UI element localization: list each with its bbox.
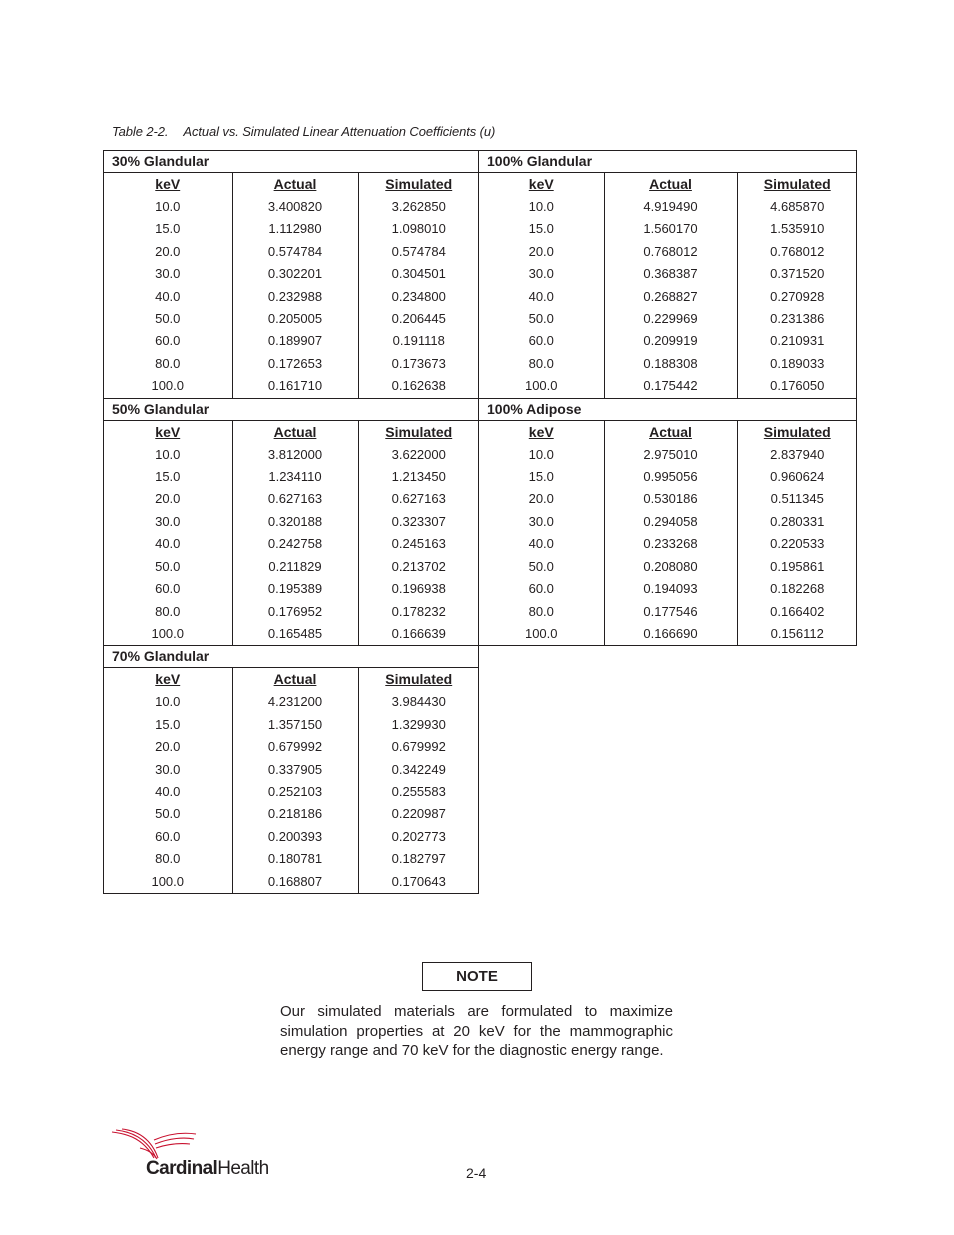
kev-cell: 50.0 [479, 556, 604, 578]
kev-cell: 60.0 [104, 578, 232, 600]
kev-cell: 40.0 [479, 286, 604, 308]
table-row [104, 511, 479, 533]
attenuation-table [103, 150, 857, 894]
table-title: Actual vs. Simulated Linear Attenuation Coefficients (u) [183, 124, 496, 139]
block-title: 50% Glandular [104, 399, 478, 421]
kev-cell: 20.0 [104, 241, 232, 263]
actual-cell: 0.177546 [604, 601, 737, 623]
col-header-simulated: Simulated [385, 423, 453, 440]
actual-cell: 0.627163 [232, 488, 358, 510]
actual-cell: 3.812000 [232, 444, 358, 466]
table-row [104, 826, 479, 848]
actual-cell: 0.252103 [232, 781, 358, 803]
table-row [104, 444, 479, 466]
kev-cell: 80.0 [479, 601, 604, 623]
kev-cell: 10.0 [104, 691, 232, 713]
simulated-cell: 0.679992 [391, 739, 446, 755]
kev-cell: 30.0 [104, 511, 232, 533]
block-table [479, 421, 857, 646]
simulated-cell: 0.196938 [391, 581, 446, 597]
kev-cell: 20.0 [479, 241, 604, 263]
kev-cell: 40.0 [479, 533, 604, 555]
table-row [104, 556, 479, 578]
actual-cell: 2.975010 [604, 444, 737, 466]
col-header-actual: Actual [232, 668, 358, 691]
table-row [479, 466, 857, 488]
block-70-glandular [104, 646, 479, 894]
table-row [104, 533, 479, 555]
kev-cell: 80.0 [104, 601, 232, 623]
block-title: 30% Glandular [104, 151, 478, 173]
actual-cell: 4.919490 [604, 196, 737, 218]
simulated-cell: 3.984430 [391, 694, 446, 710]
kev-cell: 20.0 [104, 488, 232, 510]
kev-cell: 40.0 [104, 533, 232, 555]
col-header-kev: keV [104, 421, 232, 444]
actual-cell: 0.242758 [232, 533, 358, 555]
kev-cell: 100.0 [479, 375, 604, 397]
kev-cell: 60.0 [104, 826, 232, 848]
table-row [479, 241, 857, 263]
note-text: Our simulated materials are formulated to maximize simulation properties at 20 keV for the mammographic energy range and 70 keV for the diagnostic energy range. [280, 1003, 673, 1059]
kev-cell: 30.0 [479, 511, 604, 533]
table-row [104, 736, 479, 758]
table-row [479, 353, 857, 375]
table-row [104, 488, 479, 510]
simulated-cell: 0.245163 [391, 536, 446, 552]
note-label: NOTE [422, 962, 532, 991]
simulated-cell: 0.173673 [391, 355, 446, 371]
kev-cell: 20.0 [104, 736, 232, 758]
simulated-cell: 0.206445 [391, 311, 446, 327]
table-row [104, 308, 479, 330]
table-row [479, 511, 857, 533]
table-number: Table 2-2. [112, 124, 169, 139]
kev-cell: 40.0 [104, 286, 232, 308]
simulated-cell: 0.189033 [770, 355, 825, 371]
table-row [479, 444, 857, 466]
actual-cell: 0.176952 [232, 601, 358, 623]
kev-cell: 20.0 [479, 488, 604, 510]
actual-cell: 0.679992 [232, 736, 358, 758]
block-table [104, 421, 479, 646]
table-row [104, 375, 479, 397]
actual-cell: 0.574784 [232, 241, 358, 263]
actual-cell: 0.294058 [604, 511, 737, 533]
simulated-cell: 0.220987 [391, 806, 446, 822]
actual-cell: 1.112980 [232, 218, 358, 240]
kev-cell: 50.0 [104, 803, 232, 825]
actual-cell: 1.357150 [232, 714, 358, 736]
table-row [104, 781, 479, 803]
simulated-cell: 0.342249 [391, 761, 446, 777]
simulated-cell: 3.262850 [391, 199, 446, 214]
kev-cell: 60.0 [104, 330, 232, 352]
table-row [104, 848, 479, 870]
simulated-cell: 3.622000 [391, 446, 446, 462]
block-30-glandular [104, 151, 479, 399]
actual-cell: 0.268827 [604, 286, 737, 308]
simulated-cell: 0.166402 [770, 603, 825, 619]
table-row [104, 330, 479, 352]
simulated-cell: 4.685870 [770, 199, 825, 214]
table-row [104, 196, 479, 218]
col-header-actual: Actual [604, 421, 737, 444]
table-row [479, 375, 857, 397]
actual-cell: 0.229969 [604, 308, 737, 330]
simulated-cell: 1.213450 [391, 469, 446, 485]
simulated-cell: 0.213702 [391, 558, 446, 574]
actual-cell: 0.161710 [232, 375, 358, 397]
logo-wordmark [146, 1158, 269, 1180]
simulated-cell: 0.280331 [770, 513, 825, 529]
simulated-cell: 0.220533 [770, 536, 825, 552]
kev-cell: 15.0 [104, 218, 232, 240]
col-header-simulated: Simulated [763, 176, 831, 192]
simulated-cell: 0.511345 [770, 491, 824, 507]
actual-cell: 0.232988 [232, 286, 358, 308]
kev-cell: 10.0 [479, 196, 604, 218]
simulated-cell: 0.182268 [770, 581, 825, 597]
table-row [104, 286, 479, 308]
col-header-simulated: Simulated [385, 671, 453, 688]
simulated-cell: 0.182797 [391, 851, 446, 867]
actual-cell: 1.234110 [232, 466, 358, 488]
actual-cell: 0.188308 [604, 353, 737, 375]
empty-cell [479, 646, 857, 894]
table-row [104, 714, 479, 736]
actual-cell: 3.400820 [232, 196, 358, 218]
table-row [104, 466, 479, 488]
kev-cell: 50.0 [104, 556, 232, 578]
table-row [104, 803, 479, 825]
table-row [104, 601, 479, 623]
simulated-cell: 0.166639 [391, 625, 446, 641]
simulated-cell: 0.176050 [770, 378, 825, 394]
simulated-cell: 1.535910 [770, 221, 825, 237]
simulated-cell: 0.162638 [391, 378, 446, 394]
simulated-cell: 0.574784 [391, 243, 446, 259]
actual-cell: 0.172653 [232, 353, 358, 375]
block-100-glandular [479, 151, 857, 399]
actual-cell: 0.205005 [232, 308, 358, 330]
simulated-cell: 0.627163 [391, 491, 446, 507]
simulated-cell: 0.234800 [391, 288, 446, 304]
actual-cell: 0.218186 [232, 803, 358, 825]
table-row [104, 241, 479, 263]
table-row [104, 623, 479, 645]
actual-cell: 0.180781 [232, 848, 358, 870]
simulated-cell: 0.255583 [391, 783, 446, 799]
kev-cell: 15.0 [479, 218, 604, 240]
table-row [479, 308, 857, 330]
kev-cell: 50.0 [479, 308, 604, 330]
kev-cell: 100.0 [104, 623, 232, 645]
actual-cell: 0.337905 [232, 759, 358, 781]
actual-cell: 0.530186 [604, 488, 737, 510]
kev-cell: 15.0 [104, 466, 232, 488]
table-row [104, 353, 479, 375]
simulated-cell: 0.768012 [770, 243, 825, 259]
actual-cell: 0.175442 [604, 375, 737, 397]
col-header-actual: Actual [604, 173, 737, 196]
kev-cell: 15.0 [479, 466, 604, 488]
simulated-cell: 1.098010 [391, 221, 446, 237]
actual-cell: 1.560170 [604, 218, 737, 240]
simulated-cell: 0.191118 [392, 333, 445, 349]
kev-cell: 30.0 [479, 263, 604, 285]
col-header-actual: Actual [232, 173, 358, 196]
col-header-kev: keV [104, 668, 232, 691]
table-row [479, 601, 857, 623]
kev-cell: 60.0 [479, 330, 604, 352]
table-row [104, 218, 479, 240]
simulated-cell: 0.178232 [391, 603, 446, 619]
col-header-simulated: Simulated [763, 423, 831, 440]
actual-cell: 0.189907 [232, 330, 358, 352]
kev-cell: 10.0 [104, 196, 232, 218]
simulated-cell: 0.156112 [770, 625, 824, 641]
simulated-cell: 0.304501 [391, 266, 446, 282]
table-row [104, 871, 479, 893]
kev-cell: 80.0 [104, 353, 232, 375]
kev-cell: 10.0 [479, 444, 604, 466]
actual-cell: 0.211829 [232, 556, 358, 578]
col-header-actual: Actual [232, 421, 358, 444]
kev-cell: 40.0 [104, 781, 232, 803]
kev-cell: 100.0 [104, 375, 232, 397]
block-100-adipose [479, 398, 857, 646]
table-caption [112, 124, 495, 139]
table-row [104, 263, 479, 285]
kev-cell: 10.0 [104, 444, 232, 466]
block-table [479, 173, 857, 398]
block-title: 100% Glandular [479, 151, 856, 173]
kev-cell: 100.0 [104, 871, 232, 893]
simulated-cell: 0.323307 [391, 513, 446, 529]
kev-cell: 80.0 [104, 848, 232, 870]
actual-cell: 0.195389 [232, 578, 358, 600]
simulated-cell: 0.170643 [391, 873, 446, 889]
actual-cell: 0.209919 [604, 330, 737, 352]
actual-cell: 0.320188 [232, 511, 358, 533]
actual-cell: 0.233268 [604, 533, 737, 555]
simulated-cell: 0.195861 [770, 558, 825, 574]
table-row [479, 196, 857, 218]
actual-cell: 0.168807 [232, 871, 358, 893]
kev-cell: 15.0 [104, 714, 232, 736]
col-header-kev: keV [479, 421, 604, 444]
kev-cell: 50.0 [104, 308, 232, 330]
logo-word-cardinal: Cardinal [146, 1158, 218, 1179]
actual-cell: 0.302201 [232, 263, 358, 285]
kev-cell: 80.0 [479, 353, 604, 375]
col-header-kev: keV [104, 173, 232, 196]
kev-cell: 100.0 [479, 623, 604, 645]
actual-cell: 0.200393 [232, 826, 358, 848]
logo-word-health: Health [217, 1158, 269, 1179]
table-row [479, 286, 857, 308]
kev-cell: 60.0 [479, 578, 604, 600]
table-row [479, 330, 857, 352]
page-number: 2-4 [466, 1165, 487, 1181]
actual-cell: 0.995056 [604, 466, 737, 488]
kev-cell: 30.0 [104, 263, 232, 285]
simulated-cell: 0.202773 [391, 828, 446, 844]
block-table [104, 173, 479, 398]
table-row [104, 691, 479, 713]
simulated-cell: 2.837940 [770, 446, 825, 462]
table-row [479, 578, 857, 600]
actual-cell: 4.231200 [232, 691, 358, 713]
block-table [104, 668, 479, 893]
block-50-glandular [104, 398, 479, 646]
actual-cell: 0.166690 [604, 623, 737, 645]
actual-cell: 0.768012 [604, 241, 737, 263]
col-header-kev: keV [479, 173, 604, 196]
simulated-cell: 0.231386 [770, 311, 825, 327]
actual-cell: 0.194093 [604, 578, 737, 600]
block-title: 70% Glandular [104, 646, 478, 668]
table-row [479, 623, 857, 645]
simulated-cell: 0.960624 [770, 469, 825, 485]
simulated-cell: 0.371520 [770, 266, 825, 282]
table-row [479, 556, 857, 578]
simulated-cell: 1.329930 [391, 716, 446, 732]
table-row [479, 488, 857, 510]
simulated-cell: 0.210931 [770, 333, 825, 349]
actual-cell: 0.368387 [604, 263, 737, 285]
actual-cell: 0.165485 [232, 623, 358, 645]
table-row [479, 533, 857, 555]
block-title: 100% Adipose [479, 399, 856, 421]
col-header-simulated: Simulated [385, 176, 453, 192]
simulated-cell: 0.270928 [770, 288, 825, 304]
cardinal-health-logo [110, 1128, 270, 1184]
table-row [479, 263, 857, 285]
table-row [104, 759, 479, 781]
kev-cell: 30.0 [104, 759, 232, 781]
table-row [479, 218, 857, 240]
table-row [104, 578, 479, 600]
actual-cell: 0.208080 [604, 556, 737, 578]
